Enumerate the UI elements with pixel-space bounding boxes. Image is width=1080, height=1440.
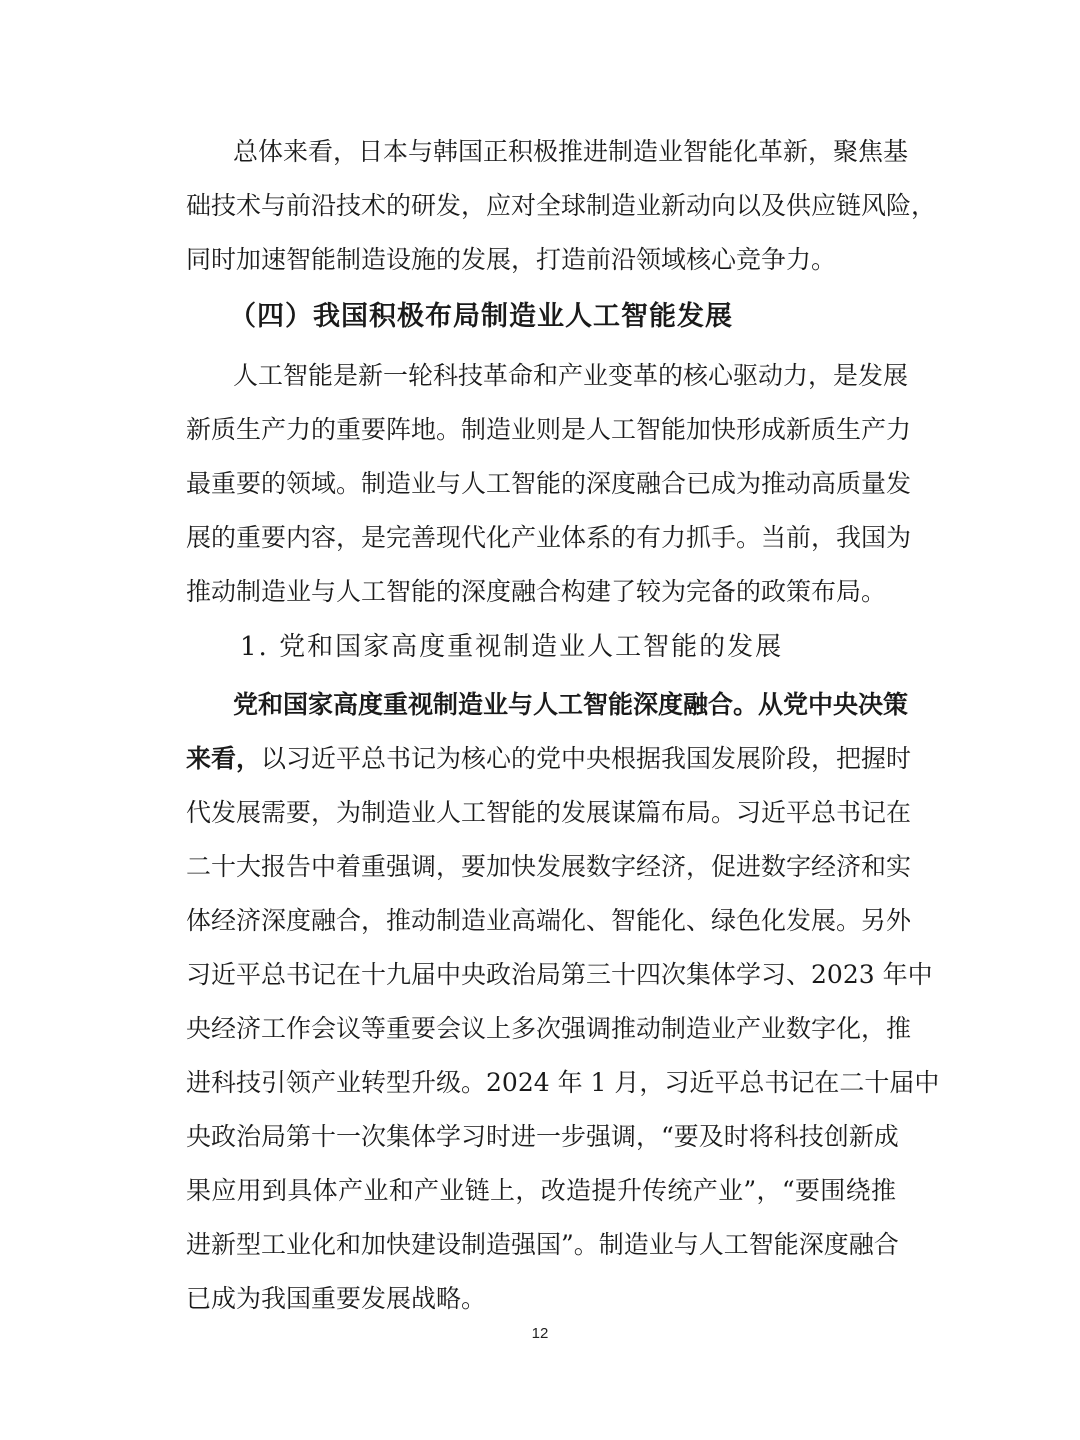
paragraph-3-line-9: 央政治局第十一次集体学习时进一步强调，“要及时将科技创新成 [186, 1122, 899, 1151]
paragraph-2-line-2: 新质生产力的重要阵地。制造业则是人工智能加快形成新质生产力 [186, 415, 912, 444]
paragraph-3-bold-line: 党和国家高度重视制造业与人工智能深度融合。从党中央决策 [233, 690, 909, 719]
paragraph-1-line-3: 同时加速智能制造设施的发展，打造前沿领域核心竞争力。 [186, 245, 837, 274]
paragraph-3-bold-lead: 来看， [186, 744, 262, 773]
paragraph-3-line-6: 习近平总书记在十九届中央政治局第三十四次集体学习、2023 年中 [186, 960, 933, 989]
paragraph-3-line-7: 央经济工作会议等重要会议上多次强调推动制造业产业数字化，推 [186, 1014, 912, 1043]
paragraph-3-line-12: 已成为我国重要发展战略。 [186, 1284, 487, 1313]
paragraph-3-line-10: 果应用到具体产业和产业链上，改造提升传统产业”，“要围绕推 [186, 1176, 896, 1205]
paragraph-3-line-11: 进新型工业化和加快建设制造强国”。制造业与人工智能深度融合 [186, 1230, 899, 1259]
paragraph-1-line-1: 总体来看，日本与韩国正积极推进制造业智能化革新，聚焦基 [233, 137, 909, 166]
paragraph-2-line-1: 人工智能是新一轮科技革命和产业变革的核心驱动力，是发展 [233, 361, 909, 390]
paragraph-3-line-5: 体经济深度融合，推动制造业高端化、智能化、绿色化发展。另外 [186, 906, 912, 935]
paragraph-3-line-2-text: 以习近平总书记为核心的党中央根据我国发展阶段，把握时 [261, 744, 912, 773]
paragraph-3-line-8: 进科技引领产业转型升级。2024 年 1 月，习近平总书记在二十届中 [186, 1068, 940, 1097]
paragraph-1-line-2: 础技术与前沿技术的研发，应对全球制造业新动向以及供应链风险， [186, 191, 937, 220]
page-number: 12 [531, 1325, 549, 1342]
paragraph-2-line-3: 最重要的领域。制造业与人工智能的深度融合已成为推动高质量发 [186, 469, 912, 498]
paragraph-3-line-4: 二十大报告中着重强调，要加快发展数字经济，促进数字经济和实 [186, 852, 912, 881]
paragraph-3-line-2 [186, 732, 912, 786]
paragraph-2-line-4: 展的重要内容，是完善现代化产业体系的有力抓手。当前，我国为 [186, 523, 912, 552]
section-heading: （四）我国积极布局制造业人工智能发展 [229, 301, 733, 332]
paragraph-2-line-5: 推动制造业与人工智能的深度融合构建了较为完备的政策布局。 [186, 577, 887, 606]
subsection-heading: 1. 党和国家高度重视制造业人工智能的发展 [240, 632, 784, 662]
paragraph-3-line-3: 代发展需要，为制造业人工智能的发展谋篇布局。习近平总书记在 [186, 798, 912, 827]
